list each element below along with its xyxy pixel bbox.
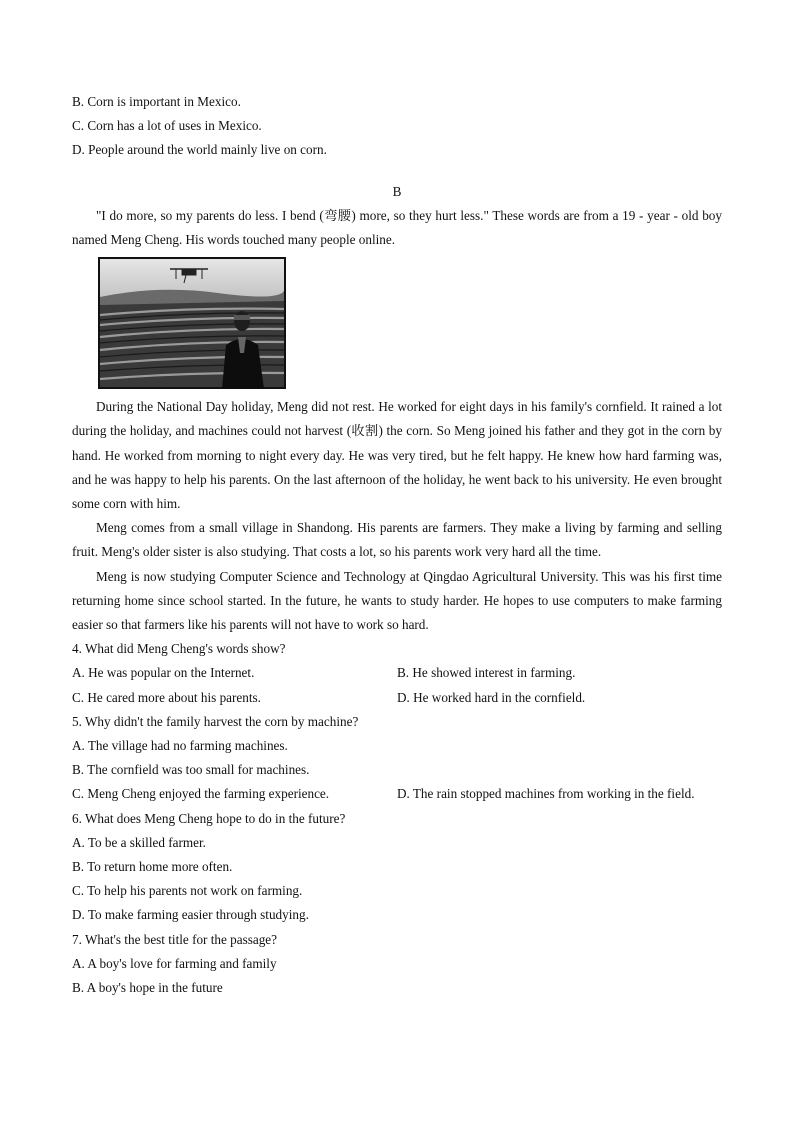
question-6-stem: 6. What does Meng Cheng hope to do in the future?	[72, 810, 346, 826]
question-4-option-d: D. He worked hard in the cornfield.	[397, 689, 586, 705]
prev-option-c: C. Corn has a lot of uses in Mexico.	[72, 118, 262, 134]
question-4-options-row-2	[72, 686, 722, 710]
cornfield-photo	[98, 257, 286, 389]
passage-paragraph-1: During the National Day holiday, Meng did not rest. He worked for eight days in his family's cornfield. It rained a lot during the holiday, and machines could not harvest (收割) the corn. So Meng joined his father and they got in the corn by hand. He worked from morning to night every day. He was very tired, but he felt happy. He knew how hard farming was, and he was happy to help his parents. On the last afternoon of the holiday, he went back to his university. He even brought some corn with him.	[72, 399, 722, 512]
question-6-option-c: C. To help his parents not work on farming.	[72, 883, 303, 899]
section-label: B	[392, 183, 402, 199]
exam-page	[72, 90, 722, 1000]
passage-paragraph-3: Meng is now studying Computer Science and Technology at Qingdao Agricultural University. This was his first time returning home since school started. In the future, he wants to study harder. He hopes to use computers to make farming easier so that farmers like his parents will not have to work so hard.	[72, 568, 722, 633]
question-5-option-c: C. Meng Cheng enjoyed the farming experience.	[72, 786, 330, 802]
passage-paragraph-2: Meng comes from a small village in Shandong. His parents are farmers. They make a living by farming and selling fruit. Meng's older sister is also studying. That costs a lot, so his parents work very hard all the time.	[72, 520, 722, 560]
question-4-stem: 4. What did Meng Cheng's words show?	[72, 641, 286, 657]
question-4-options-row-1	[72, 661, 722, 685]
question-5-stem: 5. Why didn't the family harvest the corn by machine?	[72, 713, 359, 729]
question-6-option-d: D. To make farming easier through studying.	[72, 907, 309, 923]
question-5-option-d: D. The rain stopped machines from working in the field.	[397, 786, 695, 802]
prev-option-d: D. People around the world mainly live on corn.	[72, 142, 327, 158]
question-5-option-b: B. The cornfield was too small for machines.	[72, 762, 310, 778]
question-4-option-b: B. He showed interest in farming.	[397, 665, 576, 681]
question-5-option-a: A. The village had no farming machines.	[72, 738, 288, 754]
question-7-option-b: B. A boy's hope in the future	[72, 980, 223, 996]
question-7-option-a: A. A boy's love for farming and family	[72, 955, 277, 971]
question-7-stem: 7. What's the best title for the passage?	[72, 931, 278, 947]
question-5-options-row-2	[72, 782, 722, 806]
passage-intro: "I do more, so my parents do less. I bend (弯腰) more, so they hurt less." These words are from a 19 - year - old boy named Meng Cheng. His words touched many people online.	[72, 207, 722, 248]
question-4-option-a: A. He was popular on the Internet.	[72, 665, 255, 681]
question-4-option-c: C. He cared more about his parents.	[72, 689, 261, 705]
prev-option-b: B. Corn is important in Mexico.	[72, 94, 241, 109]
question-6-option-b: B. To return home more often.	[72, 859, 233, 875]
question-6-option-a: A. To be a skilled farmer.	[72, 834, 206, 850]
